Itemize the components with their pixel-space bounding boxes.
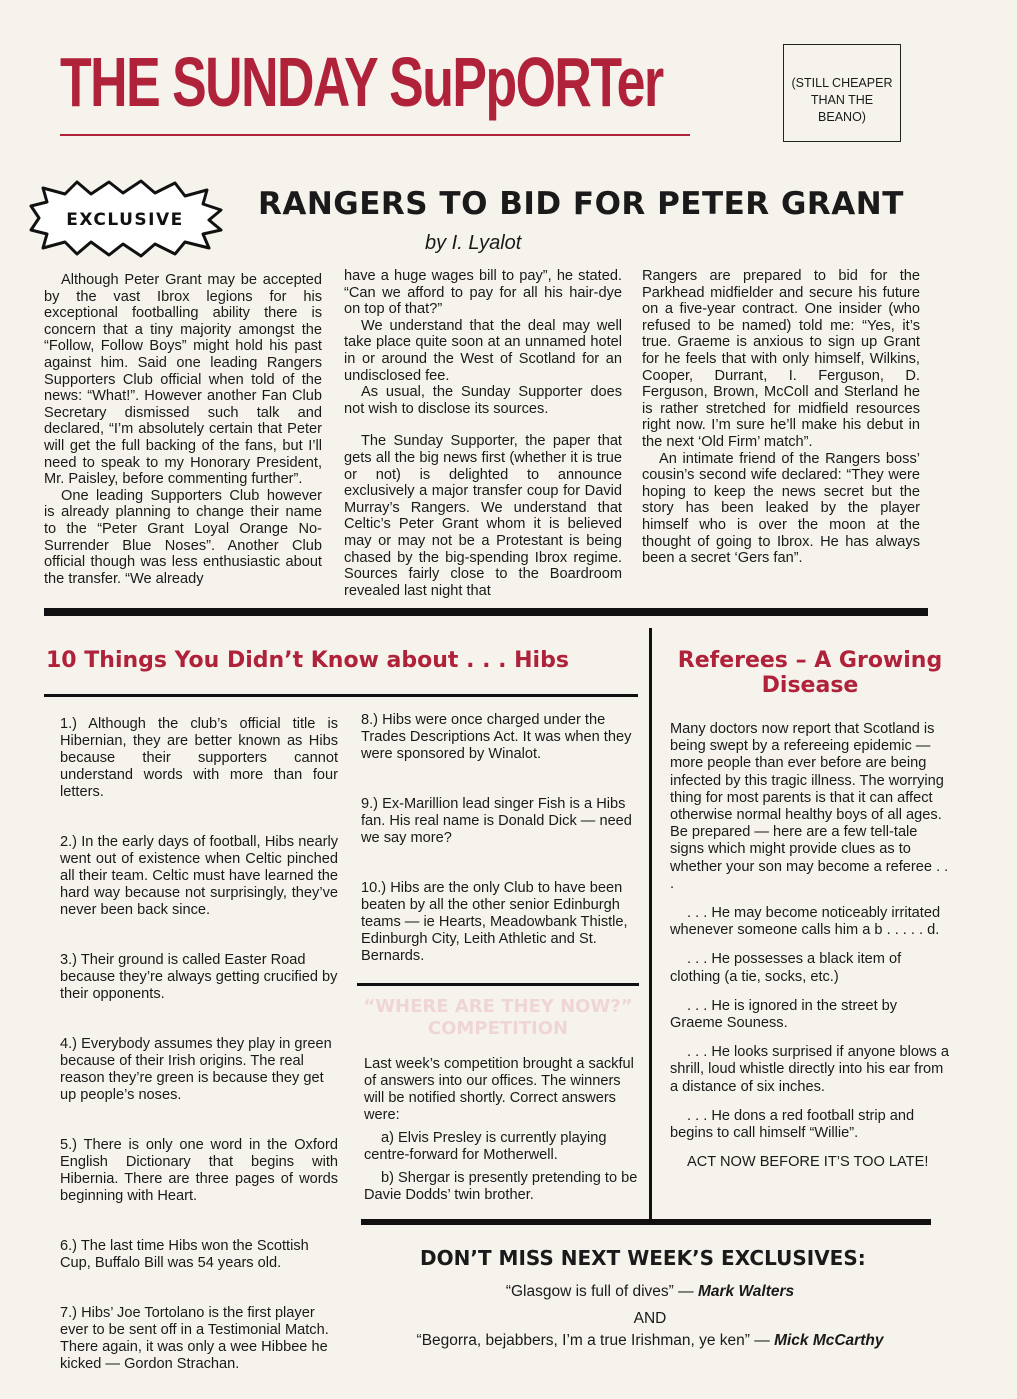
tagline-line: (STILL CHEAPER xyxy=(791,76,893,90)
competition-answer: b) Shergar is presently pretending to be Davie Dodds’ twin brother. xyxy=(364,1170,638,1203)
referees-sign: . . . He looks surprised if anyone blows a shrill, loud whistle directly into his ear from a distance of six inches. xyxy=(670,1044,950,1095)
competition-body xyxy=(364,1056,644,1204)
masthead-tagline-box xyxy=(783,44,901,142)
quote-author: Mark Walters xyxy=(697,1283,795,1300)
hibs-column-2 xyxy=(361,712,639,965)
paragraph: As usual, the Sunday Supporter does not wish to disclose its sources. xyxy=(344,384,622,417)
next-week-rule xyxy=(361,1219,931,1225)
lead-column-1 xyxy=(44,272,322,587)
paragraph: Although Peter Grant may be accepted by the vast Ibrox legions for his exceptional footballing ability there is concern that a tiny majority amongst the “Follow, Follow Boys” might hold his past against him. Said one leading Rangers Supporters Club official when told of the news: “What!”. However another Fan Club Secretary dismissed such talk and declared, “I’m absolutely certain that Peter will get the full backing of the fans, but I’ll need to speak to my Honorary President, Mr. Paisley, before commenting further”. xyxy=(44,272,322,488)
list-item: 9.) Ex-Marillion lead singer Fish is a Hibs fan. His real name is Donald Dick — need we say more? xyxy=(361,796,632,846)
lead-column-2 xyxy=(344,268,622,599)
list-item: 6.) The last time Hibs won the Scottish Cup, Buffalo Bill was 54 years old. xyxy=(60,1238,309,1271)
lead-headline: RANGERS TO BID FOR PETER GRANT xyxy=(258,186,904,222)
next-week-quote-2 xyxy=(370,1332,930,1350)
lead-byline: by I. Lyalot xyxy=(425,232,522,254)
paragraph: We understand that the deal may well take place quite soon at an unnamed hotel in or around the West of Scotland for an undisclosed fee. xyxy=(344,317,622,384)
quote-dash: — xyxy=(754,1332,770,1349)
list-item: 3.) Their ground is called Easter Road because they’re always getting crucified by their opponents. xyxy=(60,952,338,1002)
competition-title-line: COMPETITION xyxy=(427,1018,569,1039)
list-item: 10.) Hibs are the only Club to have been beaten by all the other senior Edinburgh teams — ie Hearts, Meadowbank Thistle, Edinburgh City, Leith Athletic and St. Bernards. xyxy=(361,880,628,964)
competition-title-line: “WHERE ARE THEY NOW?” xyxy=(363,996,633,1017)
paragraph: The Sunday Supporter, the paper that gets all the big news first (whether it is true or not) is delighted to announce exclusively a major transfer coup for David Murray’s Rangers. We understand that Celtic’s Peter Grant whom it is believed may or may not be a Protestant is being chased by the big-spending Ibrox regime. Sources fairly close to the Boardroom revealed last night that xyxy=(344,433,622,599)
quote-author: Mick McCarthy xyxy=(774,1332,884,1349)
referees-sign: . . . He dons a red football strip and begins to call himself “Willie”. xyxy=(670,1107,915,1142)
next-week-quote-1 xyxy=(380,1283,920,1301)
competition-rule xyxy=(357,983,639,986)
referees-sign: . . . He is ignored in the street by Graeme Souness. xyxy=(670,997,898,1032)
quote-text: “Begorra, bejabbers, I’m a true Irishman, ye ken” xyxy=(416,1332,750,1349)
referees-title-line: Referees – A Growing xyxy=(677,648,943,673)
masthead-title: THE SUNDAY SuPpORTer xyxy=(60,43,663,121)
tagline-line: THAN THE xyxy=(810,93,874,107)
paragraph: have a huge wages bill to pay”, he stated. “Can we afford to pay for all his hair-dye on top of that?” xyxy=(344,268,622,318)
masthead-underline xyxy=(60,134,690,136)
referees-intro: Many doctors now report that Scotland is being swept by a refereeing epidemic — more people than ever before are being infected by this tragic illness. The worrying thing for most parents is that it can affect otherwise normal healthy boys of all ages. Be prepared — here are a few tell-tale signs which might provide clues as to whether your son may become a referee . . . xyxy=(670,721,949,892)
list-item: 7.) Hibs’ Joe Tortolano is the first player ever to be sent off in a Testimonial Match. There again, it was only a wee Hibbee he kicked — Gordon Strachan. xyxy=(60,1305,329,1372)
quote-dash: — xyxy=(678,1283,694,1300)
list-item: 8.) Hibs were once charged under the Trades Descriptions Act. It was when they were sponsored by Winalot. xyxy=(361,712,632,762)
hibs-column-1 xyxy=(60,716,338,1373)
referees-sign: . . . He possesses a black item of clothing (a tie, socks, etc.) xyxy=(670,951,902,985)
referees-body xyxy=(670,721,950,1171)
column-divider xyxy=(649,628,652,1223)
next-week-and: AND xyxy=(633,1310,667,1327)
paragraph: One leading Supporters Club however is already planning to change their name to the “Peter Grant Loyal Orange No-Surrender Blue Noses”. Another Club official though was less enthusiastic about the transfer. “We already xyxy=(44,487,322,587)
lead-column-3 xyxy=(642,268,920,567)
paragraph: An intimate friend of the Rangers boss’ cousin’s second wife declared: “They were hoping to keep the news secret but the story has been leaked by the player himself who is over the moon at the thought of going to Ibrox. He has always been a secret ‘Gers fan”. xyxy=(642,450,920,567)
referees-title-line: Disease xyxy=(761,673,859,698)
list-item: 5.) There is only one word in the Oxford English Dictionary that begins with Hibernia. There are three pages of words beginning with Heart. xyxy=(60,1137,338,1204)
paragraph: Rangers are prepared to bid for the Parkhead midfielder and secure his future on a five-year contract. One insider (who refused to be named) told me: “Yes, it’s true. Graeme is anxious to sign up Grant for he feels that with only himself, Wilkins, Cooper, Durrant, I. Ferguson, D. Ferguson, Brown, McColl and Sterland he is rather stretched for midfield resources right now. I’m sure he’ll make his debut in the next ‘Old Firm’ match”. xyxy=(642,268,920,450)
quote-text: “Glasgow is full of dives” xyxy=(505,1283,674,1300)
competition-title xyxy=(357,996,639,1040)
hibs-title: 10 Things You Didn’t Know about . . . Hibs xyxy=(46,648,569,673)
list-item: 2.) In the early days of football, Hibs nearly went out of existence when Celtic pinched all their team. Celtic must have learned the hard way because not surprisingly, they’ve never been back since. xyxy=(60,834,338,918)
referees-sign: . . . He may become noticeably irritated whenever someone calls him a b . . . . . d. xyxy=(670,905,941,939)
hibs-title-rule xyxy=(44,694,638,697)
list-item: 1.) Although the club’s official title is Hibernian, they are better known as Hibs because their supporters cannot understand words with more than four letters. xyxy=(60,716,338,800)
tagline-line: BEANO) xyxy=(818,110,866,124)
competition-intro: Last week’s competition brought a sackful of answers into our offices. The winners will be notified shortly. Correct answers were: xyxy=(364,1056,634,1123)
exclusive-badge-label: EXCLUSIVE xyxy=(66,210,184,230)
competition-answer: a) Elvis Presley is currently playing centre-forward for Motherwell. xyxy=(364,1130,607,1163)
section-divider xyxy=(44,608,928,616)
referees-title xyxy=(662,648,958,698)
referees-closing: ACT NOW BEFORE IT’S TOO LATE! xyxy=(687,1154,929,1171)
next-week-title: DON’T MISS NEXT WEEK’S EXCLUSIVES: xyxy=(420,1246,866,1270)
list-item: 4.) Everybody assumes they play in green because of their Irish origins. The real reason they’re green is because they get up people’s noses. xyxy=(60,1036,332,1103)
exclusive-burst-badge xyxy=(25,178,225,258)
